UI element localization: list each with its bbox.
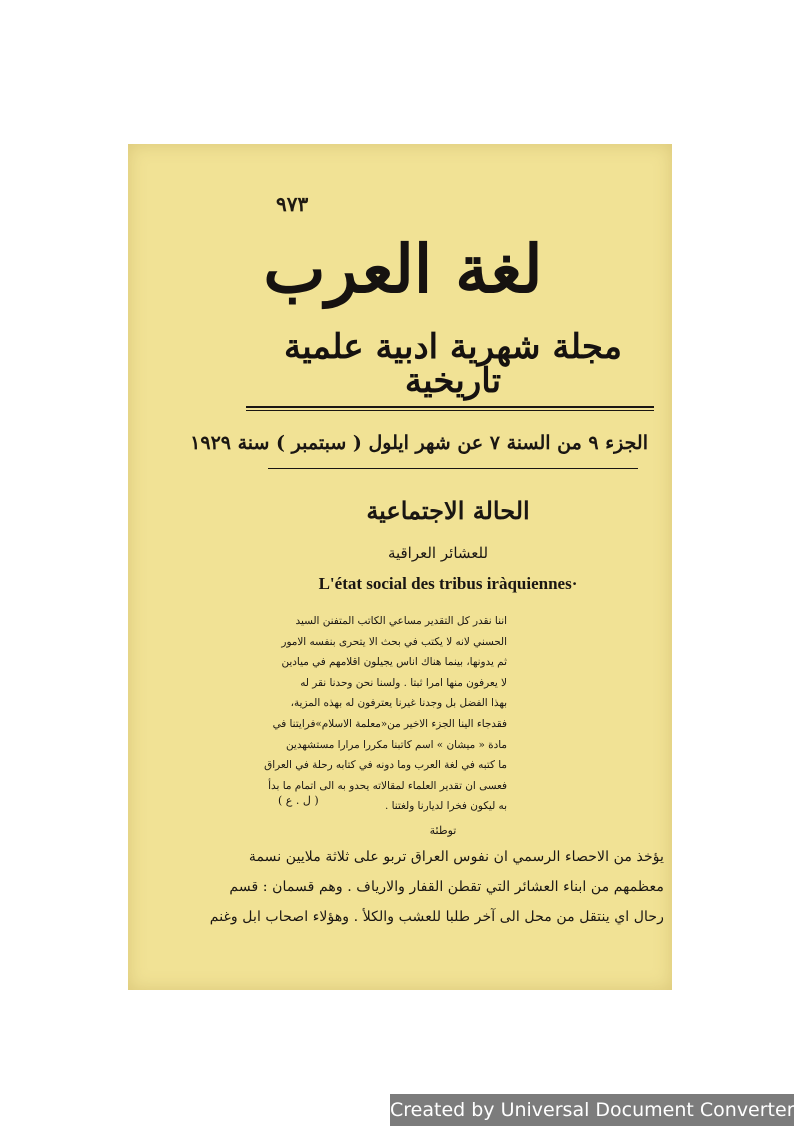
- masthead-title: لغة العرب: [263, 230, 543, 308]
- editor-note-line: مادة « ميشان » اسم كاتبنا مكررا مرارا مستشهدين: [286, 738, 507, 751]
- editor-note-line: الحسني لانه لا يكتب في بحث الا يتحرى بنفسه الامور: [281, 635, 507, 648]
- editor-note-line: اننا نقدر كل التقدير مساعي الكاتب المتفنن السيد: [295, 615, 507, 627]
- editor-signature: ( ل . ع ): [278, 794, 319, 807]
- masthead-rule-thin: [246, 410, 654, 411]
- article-subtitle: للعشائر العراقية: [387, 544, 489, 562]
- body-line: يؤخذ من الاحصاء الرسمي ان نفوس العراق تربو على ثلاثة ملايين نسمة: [248, 849, 664, 865]
- editor-note-line: ثم يدونها، بينما هناك اناس يجيلون اقلامهم في ميادين: [281, 656, 507, 669]
- editor-note-line: ما كتبه في لغة العرب وما دونه في كتابه رحلة في العراق: [264, 759, 507, 772]
- editor-note-line: به ليكون فخرا لديارنا ولغتنا .: [385, 800, 507, 813]
- editor-note-line: فعسى ان تقدير العلماء لمقالاته يحدو به الى اتمام ما بدأ: [268, 779, 507, 792]
- editor-note-line: فقدجاء الينا الجزء الاخير من«معلمة الاسلام»فرايتنا في: [272, 717, 507, 730]
- scanned-page: [128, 144, 672, 990]
- issue-line: الجزء ٩ من السنة ٧ عن شهر ايلول ( سبتمبر ) سنة ١٩٢٩: [190, 432, 648, 454]
- body-line: رحال اي ينتقل من محل الى آخر طلبا للعشب والكلأ . وهؤلاء اصحاب ابل وغنم: [209, 909, 664, 925]
- issue-rule: [268, 468, 638, 469]
- editor-note-line: لا يعرفون منها امرا ثبتا . ولسنا نحن وحدنا نقر له: [300, 676, 507, 689]
- article-title: الحالة الاجتماعية: [366, 496, 530, 525]
- masthead-rule: [246, 406, 654, 408]
- body-text: [209, 842, 664, 932]
- page-number: ٩٧٣: [276, 192, 309, 216]
- converter-watermark: Created by Universal Document Converter: [390, 1094, 794, 1126]
- footnote-label: توطئة: [429, 824, 457, 837]
- editor-note: [264, 611, 507, 817]
- editor-note-line: بهذا الفضل بل وجدنا غيرنا يعترفون له بهذه المزية،: [290, 697, 507, 710]
- masthead-subtitle: مجلة شهرية ادبية علمية تاريخية: [284, 327, 622, 401]
- body-line: معظمهم من ابناء العشائر التي تقطن القفار والارياف . وهم قسمان : قسم: [229, 879, 664, 895]
- article-title-french: L'état social des tribus iràquiennes·: [318, 574, 578, 593]
